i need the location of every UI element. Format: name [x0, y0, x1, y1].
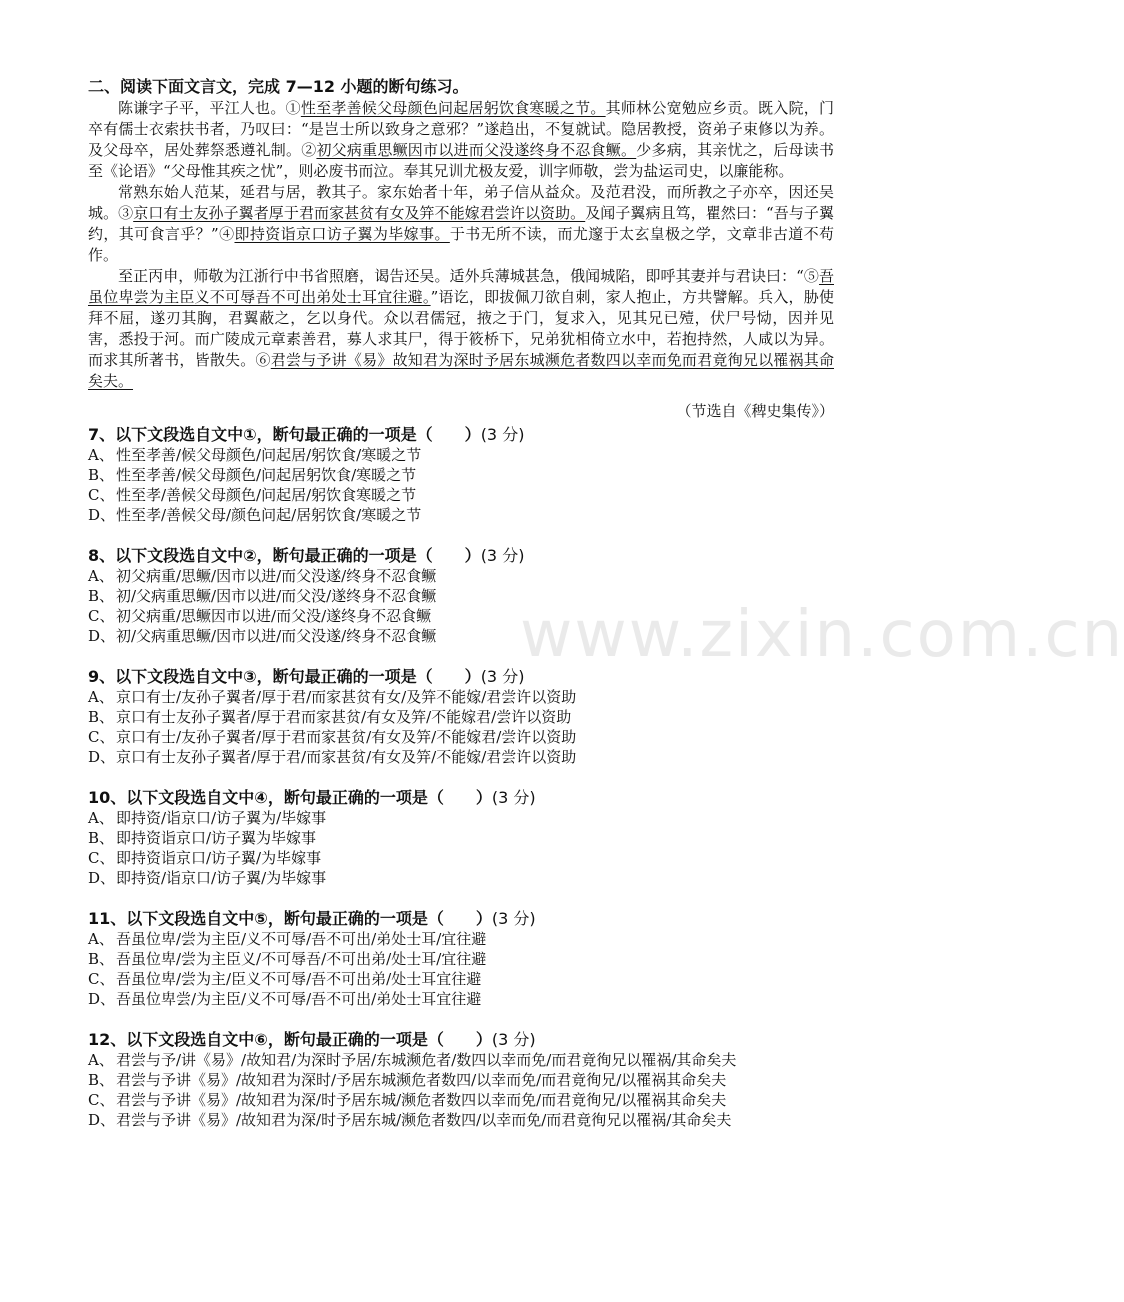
- option-label: C、: [88, 486, 115, 504]
- option-text: 吾虽位卑/尝为主/臣义不可辱/吾不可出弟/处士耳宜往避: [116, 970, 482, 988]
- question-score: (3 分): [480, 425, 525, 444]
- question-stem: [88, 424, 834, 445]
- question-text: 10、以下文段选自文中④，断句最正确的一项是（ ）: [88, 788, 492, 807]
- option-label: D、: [88, 627, 116, 645]
- option-b[interactable]: [88, 465, 834, 485]
- question-list: [88, 424, 834, 1130]
- option-d[interactable]: [88, 505, 834, 525]
- option-d[interactable]: [88, 989, 834, 1009]
- site-watermark: www.zixin.com.cn: [520, 598, 1124, 672]
- option-text: 性至孝/善候父母/颜色问起/居躬饮食/寒暖之节: [116, 506, 422, 524]
- section-title: 二、阅读下面文言文，完成 7—12 小题的断句练习。: [88, 77, 469, 96]
- passage-text: 常熟东始人范某，延君与居，教其子。家东始者十年，弟子信从益众。及范君没，而所教之子亦卒，因还吴城。③: [88, 183, 834, 222]
- option-a[interactable]: [88, 566, 834, 586]
- option-text: 吾虽位卑/尝为主臣义/不可辱吾/不可出弟/处士耳/宜往避: [116, 950, 487, 968]
- option-label: D、: [88, 869, 116, 887]
- passage-text: 陈谦字子平，平江人也。①: [118, 99, 301, 117]
- option-b[interactable]: [88, 949, 834, 969]
- option-text: 性至孝善/候父母颜色/问起居躬饮食/寒暖之节: [116, 466, 417, 484]
- option-b[interactable]: [88, 707, 834, 727]
- passage-text: 少多病，其亲忧之，后母读书至《论语》“父母惟其疾之忧”，则必废书而泣。奉其兄训尤极友爱，训字师敬，尝为盐运司史，以廉能称。: [88, 141, 834, 180]
- question-11: [88, 908, 834, 1009]
- option-text: 初/父病重思鳜/因市以进/而父没遂/终身不忍食鳜: [116, 627, 437, 645]
- option-label: D、: [88, 506, 116, 524]
- option-label: B、: [88, 708, 115, 726]
- passage-text: ”语讫，即拔佩刀欲自刺，家人抱止，方共譬解。兵入，胁使拜不屈，遂刃其胸，君翼蔽之，乞以身代。众以君儒冠，掖之于门，复求入，见其兄已殪，伏尸号恸，因并见害，悉投于河。而广陵成元章素善君，募人求其尸，得于筱桥下，兄弟犹相倚立水中，若抱持然，人咸以为异。而求其所著书，皆散失。⑥: [88, 288, 834, 369]
- question-8: [88, 545, 834, 646]
- question-score: (3 分): [491, 788, 536, 807]
- question-10: [88, 787, 834, 888]
- option-text: 性至孝善/候父母颜色/问起居/躬饮食/寒暖之节: [116, 446, 422, 464]
- question-text: 7、以下文段选自文中①，断句最正确的一项是（ ）: [88, 425, 481, 444]
- passage-paragraph-1: [88, 98, 834, 182]
- question-stem: [88, 545, 834, 566]
- option-label: A、: [88, 1051, 114, 1069]
- option-label: B、: [88, 1071, 115, 1089]
- option-label: A、: [88, 567, 114, 585]
- option-text: 性至孝/善候父母颜色/问起居/躬饮食寒暖之节: [116, 486, 417, 504]
- option-label: C、: [88, 1091, 115, 1109]
- option-label: C、: [88, 728, 115, 746]
- option-text: 即持资诣京口/访子翼为毕嫁事: [116, 829, 317, 847]
- underlined-sentence-5: 吾虽位卑尝为主臣义不可辱吾不可出弟处士耳宜往避。: [88, 267, 834, 306]
- option-label: D、: [88, 990, 116, 1008]
- question-stem: [88, 908, 834, 929]
- option-a[interactable]: [88, 445, 834, 465]
- question-text: 11、以下文段选自文中⑤，断句最正确的一项是（ ）: [88, 909, 492, 928]
- option-c[interactable]: [88, 848, 834, 868]
- option-c[interactable]: [88, 606, 834, 626]
- option-label: B、: [88, 587, 115, 605]
- option-a[interactable]: [88, 929, 834, 949]
- passage-text: 其师林公宽勉应乡贡。既入院，门卒有儒士衣索扶书者，乃叹曰：“是岂士所以致身之意邪？”遂趋出，不复就试。隐居教授，资弟子束修以为养。及父母卒，居处葬祭悉遵礼制。②: [88, 99, 834, 159]
- option-text: 君尝与予讲《易》/故知君为深/时予居东城/濒危者数四以幸而免/而君竟徇兄/以罹祸其命矣夫: [116, 1091, 727, 1109]
- option-text: 京口有士/友孙子翼者/厚于君/而家甚贫有女/及笄不能嫁/君尝许以资助: [116, 688, 577, 706]
- option-text: 君尝与予讲《易》/故知君为深时/予居东城濒危者数四/以幸而免/而君竟徇兄/以罹祸其命矣夫: [116, 1071, 727, 1089]
- option-label: A、: [88, 809, 114, 827]
- option-a[interactable]: [88, 687, 834, 707]
- option-c[interactable]: [88, 485, 834, 505]
- option-text: 吾虽位卑尝/为主臣/义不可辱/吾不可出/弟处士耳宜往避: [116, 990, 482, 1008]
- option-label: C、: [88, 607, 115, 625]
- question-stem: [88, 787, 834, 808]
- underlined-sentence-3: 京口有士友孙子翼者厚于君而家甚贫有女及笄不能嫁君尝许以资助。: [133, 204, 586, 222]
- question-text: 8、以下文段选自文中②，断句最正确的一项是（ ）: [88, 546, 481, 565]
- question-12: [88, 1029, 834, 1130]
- question-9: [88, 666, 834, 767]
- option-b[interactable]: [88, 1070, 834, 1090]
- question-text: 12、以下文段选自文中⑥，断句最正确的一项是（ ）: [88, 1030, 492, 1049]
- option-label: D、: [88, 1111, 116, 1129]
- underlined-sentence-4: 即持资诣京口访子翼为毕嫁事。: [234, 225, 450, 243]
- option-a[interactable]: [88, 808, 834, 828]
- question-7: [88, 424, 834, 525]
- question-score: (3 分): [480, 546, 525, 565]
- question-score: (3 分): [480, 667, 525, 686]
- option-label: A、: [88, 446, 114, 464]
- option-d[interactable]: [88, 868, 834, 888]
- option-text: 即持资诣京口/访子翼/为毕嫁事: [116, 849, 322, 867]
- passage-text: 至正丙申，师敬为江浙行中书省照磨，谒告还吴。适外兵薄城甚急，俄闻城陷，即呼其妻并与君诀曰：“⑤: [118, 267, 819, 285]
- option-c[interactable]: [88, 969, 834, 989]
- option-label: D、: [88, 748, 116, 766]
- question-score: (3 分): [491, 1030, 536, 1049]
- option-text: 初/父病重思鳜/因市以进/而父没/遂终身不忍食鳜: [116, 587, 437, 605]
- option-label: B、: [88, 950, 115, 968]
- option-b[interactable]: [88, 828, 834, 848]
- question-stem: [88, 666, 834, 687]
- option-text: 君尝与予讲《易》/故知君为深/时予居东城/濒危者数四/以幸而免/而君竟徇兄以罹祸/其命矣夫: [116, 1111, 732, 1129]
- option-b[interactable]: [88, 586, 834, 606]
- option-text: 即持资/诣京口/访子翼/为毕嫁事: [116, 869, 327, 887]
- classical-passage: [88, 98, 834, 392]
- option-d[interactable]: [88, 626, 834, 646]
- underlined-sentence-2: 初父病重思鳜因市以进而父没遂终身不忍食鳜。: [316, 141, 637, 159]
- option-text: 吾虽位卑/尝为主臣/义不可辱/吾不可出/弟处士耳/宜往避: [116, 930, 487, 948]
- underlined-sentence-6: 君尝与予讲《易》故知君为深时予居东城濒危者数四以幸而免而君竟徇兄以罹祸其命矣夫。: [88, 351, 834, 390]
- option-a[interactable]: [88, 1050, 834, 1070]
- option-label: B、: [88, 466, 115, 484]
- option-text: 京口有士友孙子翼者/厚于君而家甚贫/有女及笄/不能嫁君/尝许以资助: [116, 708, 572, 726]
- option-label: A、: [88, 688, 114, 706]
- option-text: 京口有士友孙子翼者/厚于君/而家甚贫/有女及笄/不能嫁/君尝许以资助: [116, 748, 577, 766]
- option-text: 初父病重/思鳜因市以进/而父没/遂终身不忍食鳜: [116, 607, 432, 625]
- passage-paragraph-2: [88, 182, 834, 266]
- option-label: A、: [88, 930, 114, 948]
- option-d[interactable]: [88, 1110, 834, 1130]
- question-score: (3 分): [491, 909, 536, 928]
- option-text: 初父病重/思鳜/因市以进/而父没遂/终身不忍食鳜: [116, 567, 437, 585]
- option-label: B、: [88, 829, 115, 847]
- option-d[interactable]: [88, 747, 834, 767]
- option-label: C、: [88, 849, 115, 867]
- option-text: 京口有士/友孙子翼者/厚于君而家甚贫/有女及笄/不能嫁君/尝许以资助: [116, 728, 577, 746]
- passage-text: 于书无所不读，而尤邃于太玄皇极之学，文章非古道不苟作。: [88, 225, 834, 264]
- passage-paragraph-3: [88, 266, 834, 392]
- question-stem: [88, 1029, 834, 1050]
- source-citation: （节选自《稗史集传》）: [676, 402, 834, 420]
- option-text: 即持资/诣京口/访子翼为/毕嫁事: [116, 809, 327, 827]
- option-label: C、: [88, 970, 115, 988]
- option-c[interactable]: [88, 1090, 834, 1110]
- option-text: 君尝与予/讲《易》/故知君/为深时予居/东城濒危者/数四以幸而免/而君竟徇兄以罹祸/其命矣夫: [116, 1051, 737, 1069]
- option-c[interactable]: [88, 727, 834, 747]
- worksheet-page: [88, 76, 834, 1150]
- passage-text: 及闻子翼病且笃，瞿然曰：“吾与子翼约，其可食言乎？”④: [88, 204, 834, 243]
- underlined-sentence-1: 性至孝善候父母颜色问起居躬饮食寒暖之节。: [300, 99, 606, 117]
- question-text: 9、以下文段选自文中③，断句最正确的一项是（ ）: [88, 667, 481, 686]
